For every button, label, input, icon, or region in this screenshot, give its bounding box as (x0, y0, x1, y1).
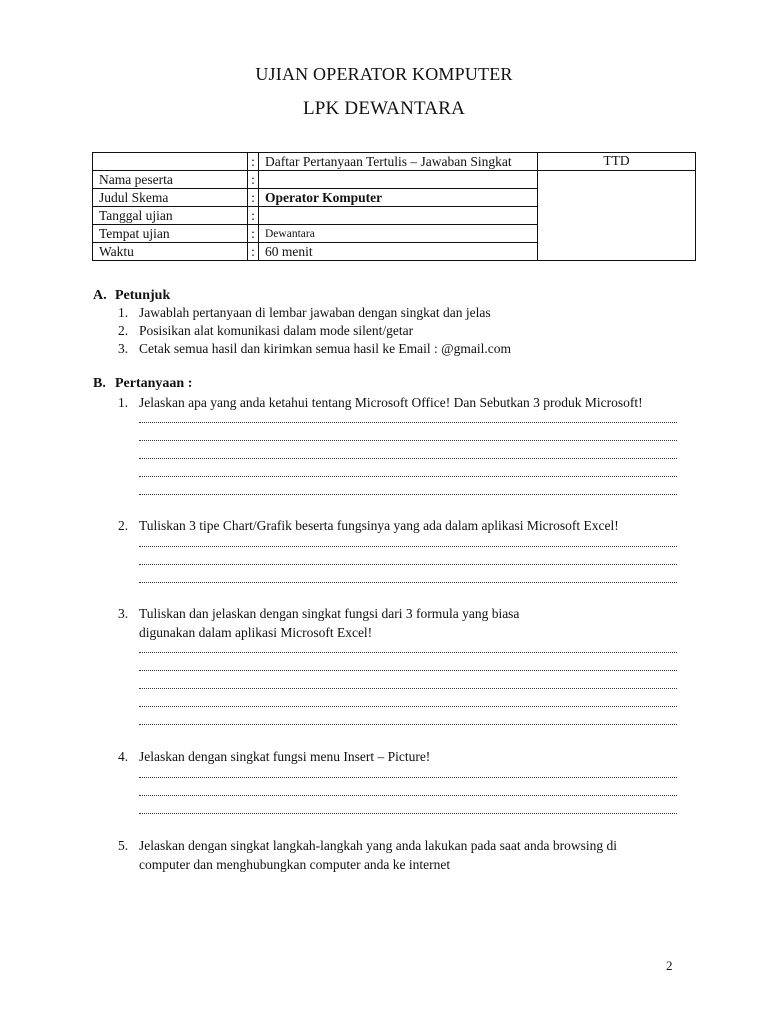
question-text: Jelaskan apa yang anda ketahui tentang Microsoft Office! Dan Sebutkan 3 produk Microsoft! (139, 395, 643, 410)
duration-value: 60 menit (259, 243, 538, 261)
answer-line[interactable] (139, 564, 677, 565)
answer-line[interactable] (139, 795, 677, 796)
question-text: Jelaskan dengan singkat fungsi menu Insert – Picture! (139, 749, 431, 764)
instruction-number: 2. (118, 323, 129, 338)
instruction-text: Posisikan alat komunikasi dalam mode silent/getar (139, 323, 414, 338)
instruction-text: Cetak semua hasil dan kirimkan semua hasil ke Email : @gmail.com (139, 341, 511, 356)
question-1 (118, 393, 678, 412)
question-3 (118, 604, 678, 642)
info-colon: : (248, 243, 259, 261)
participant-info-table (92, 152, 696, 261)
question-text-line1: Tuliskan dan jelaskan dengan singkat fungsi dari 3 formula yang biasa (139, 606, 520, 621)
answer-line[interactable] (139, 494, 677, 495)
answer-line[interactable] (139, 458, 677, 459)
question-text-line2: digunakan dalam aplikasi Microsoft Excel! (139, 625, 373, 640)
question-number: 5. (118, 838, 129, 853)
exam-date-value (259, 207, 538, 225)
exam-date-label: Tanggal ujian (93, 207, 248, 225)
answer-line[interactable] (139, 724, 677, 725)
answer-line[interactable] (139, 546, 677, 547)
participant-name-value (259, 171, 538, 189)
answer-line[interactable] (139, 476, 677, 477)
instruction-number: 1. (118, 305, 129, 320)
question-text-line2: computer dan menghubungkan computer anda ke internet (139, 857, 451, 872)
section-a-letter: A. (93, 288, 107, 303)
info-colon: : (248, 189, 259, 207)
info-colon: : (248, 171, 259, 189)
exam-place-value: Dewantara (259, 225, 538, 243)
participant-name-label: Nama peserta (93, 171, 248, 189)
table-row (93, 171, 696, 189)
section-b-heading (93, 376, 192, 392)
section-a-heading (93, 288, 170, 304)
question-4 (118, 747, 678, 766)
question-5 (118, 836, 678, 874)
exam-title: UJIAN OPERATOR KOMPUTER (255, 64, 513, 84)
answer-line[interactable] (139, 652, 677, 653)
answer-line[interactable] (139, 440, 677, 441)
duration-label: Waktu (93, 243, 248, 261)
instruction-text: Jawablah pertanyaan di lembar jawaban dengan singkat dan jelas (139, 305, 491, 320)
question-2 (118, 516, 678, 535)
signature-header: TTD (538, 153, 696, 171)
answer-line[interactable] (139, 670, 677, 671)
info-colon: : (248, 207, 259, 225)
question-text-line1: Jelaskan dengan singkat langkah-langkah yang anda lakukan pada saat anda browsing di (139, 838, 617, 853)
signature-box (538, 171, 696, 261)
answer-line[interactable] (139, 582, 677, 583)
institution-title: LPK DEWANTARA (302, 98, 466, 119)
info-colon: : (248, 225, 259, 243)
answer-line[interactable] (139, 777, 677, 778)
question-text: Tuliskan 3 tipe Chart/Grafik beserta fungsinya yang ada dalam aplikasi Microsoft Excel! (139, 518, 619, 533)
answer-line[interactable] (139, 422, 677, 423)
question-number: 4. (118, 749, 129, 764)
exam-place-label: Tempat ujian (93, 225, 248, 243)
document-type-value: Daftar Pertanyaan Tertulis – Jawaban Singkat (259, 153, 538, 171)
question-number: 2. (118, 518, 129, 533)
section-b-letter: B. (93, 376, 106, 391)
answer-line[interactable] (139, 813, 677, 814)
question-number: 1. (118, 395, 129, 410)
page-number: 2 (666, 958, 673, 973)
info-label-blank (93, 153, 248, 171)
section-a-title: Petunjuk (115, 288, 171, 303)
section-b-title: Pertanyaan : (115, 376, 193, 391)
instruction-number: 3. (118, 341, 129, 356)
scheme-title-label: Judul Skema (93, 189, 248, 207)
scheme-title-value: Operator Komputer (259, 189, 538, 207)
question-number: 3. (118, 606, 129, 621)
info-colon: : (248, 153, 259, 171)
answer-line[interactable] (139, 706, 677, 707)
answer-line[interactable] (139, 688, 677, 689)
table-row (93, 153, 696, 171)
